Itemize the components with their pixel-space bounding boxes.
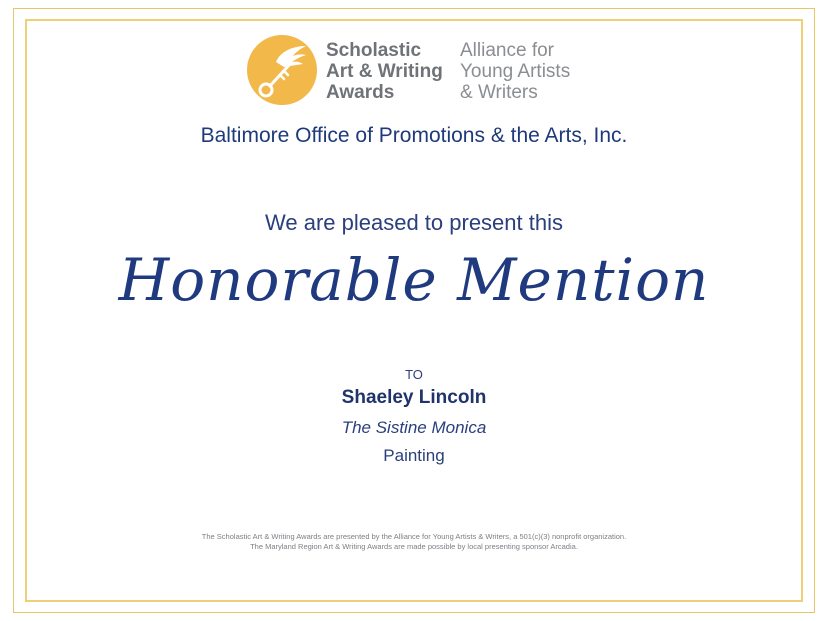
recipient-name: Shaeley Lincoln xyxy=(341,387,487,408)
to-label: TO xyxy=(405,367,423,382)
logo-line: & Writers xyxy=(460,82,538,103)
award-category: Painting xyxy=(383,446,445,465)
award-title: Honorable Mention xyxy=(118,246,710,314)
footer-note xyxy=(0,532,828,552)
work-title: The Sistine Monica xyxy=(341,418,487,437)
intro-text: We are pleased to present this xyxy=(265,210,563,235)
key-wing-icon xyxy=(246,34,318,106)
logo-line: Scholastic xyxy=(326,40,422,61)
logo-line: Awards xyxy=(326,82,395,103)
logo-lockup xyxy=(246,34,606,106)
footer-line: The Scholastic Art & Writing Awards are presented by the Alliance for Young Artists & Writers, a 501(c)(3) nonprofit organization. xyxy=(201,532,627,541)
logo-text-scholastic xyxy=(326,40,443,103)
organization-name: Baltimore Office of Promotions & the Arts, Inc. xyxy=(200,124,628,147)
logo-line: Young Artists xyxy=(460,61,571,82)
logo-text-alliance xyxy=(460,40,570,103)
footer-line: The Maryland Region Art & Writing Awards are made possible by local presenting sponsor Arcadia. xyxy=(250,542,578,551)
logo-line: Alliance for xyxy=(460,40,554,61)
logo-line: Art & Writing xyxy=(326,61,443,82)
